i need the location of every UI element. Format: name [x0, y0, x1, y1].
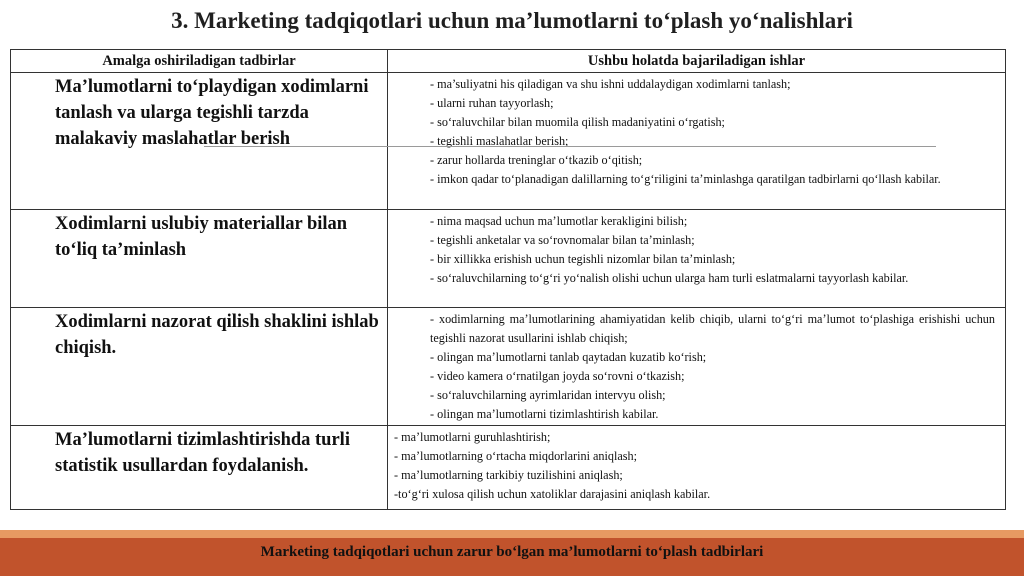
- column-header-tasks: Ushbu holatda bajariladigan ishlar: [388, 50, 1006, 73]
- task-item: - video kamera o‘rnatilgan joyda so‘rovni o‘tkazish;: [430, 369, 685, 383]
- tasks-cell: [388, 73, 1006, 210]
- column-header-activities: Amalga oshiriladigan tadbirlar: [11, 50, 388, 73]
- task-item: - so‘raluvchilar bilan muomila qilish madaniyatini o‘rgatish;: [430, 115, 725, 129]
- footer-caption: Marketing tadqiqotlari uchun zarur bo‘lgan ma’lumotlarni to‘plash tadbirlari: [260, 544, 764, 560]
- activity-text: Xodimlarni nazorat qilish shaklini ishlab chiqish.: [55, 312, 379, 358]
- tasks-cell: [388, 210, 1006, 308]
- task-item: - olingan ma’lumotlarni tizimlashtirish kabilar.: [430, 407, 659, 421]
- task-item: - ularni ruhan tayyorlash;: [430, 96, 554, 110]
- task-item: - zarur hollarda treninglar o‘tkazib o‘qitish;: [430, 153, 643, 167]
- task-item: - ma’lumotlarning tarkibiy tuzilishini aniqlash;: [394, 468, 623, 482]
- activity-text: Ma’lumotlarni to‘playdigan xodimlarni tanlash va ularga tegishli tarzda malakaviy maslahatlar berish: [55, 77, 369, 149]
- tasks-cell: [388, 426, 1006, 510]
- tasks-list: [388, 426, 1005, 504]
- page-title: 3. Marketing tadqiqotlari uchun ma’lumotlarni to‘plash yo‘nalishlari: [171, 8, 853, 33]
- activity-cell: [11, 73, 388, 210]
- table-row: [11, 73, 1006, 210]
- task-item: - tegishli maslahatlar berish;: [430, 134, 569, 148]
- overlay-line: [204, 146, 936, 147]
- table-row: [11, 426, 1006, 510]
- task-item: - ma’suliyatni his qiladigan va shu ishni uddalaydigan xodimlarni tanlash;: [430, 77, 791, 91]
- task-item: - so‘raluvchilarning ayrimlaridan intervyu olish;: [430, 388, 666, 402]
- activity-cell: [11, 308, 388, 426]
- tasks-list: [388, 73, 1005, 189]
- tasks-list: [388, 210, 1005, 288]
- footer-accent-stripe: [0, 530, 1024, 538]
- task-item: - ma’lumotlarning o‘rtacha miqdorlarini aniqlash;: [394, 449, 638, 463]
- task-item: - so‘raluvchilarning to‘g‘ri yo‘nalish olishi uchun ularga ham turli eslatmalarni tayyorlash kabilar.: [430, 271, 909, 285]
- task-item: - ma’lumotlarni guruhlashtirish;: [394, 430, 551, 444]
- activity-text: Ma’lumotlarni tizimlashtirishda turli statistik usullardan foydalanish.: [55, 430, 350, 476]
- table-header-row: [11, 50, 1006, 73]
- tasks-list: [388, 308, 1005, 424]
- task-item: - imkon qadar to‘planadigan dalillarning to‘g‘riligini ta’minlashga qaratilgan tadbirlarni qo‘llash kabilar.: [430, 172, 941, 186]
- activity-cell: [11, 210, 388, 308]
- table-row: [11, 210, 1006, 308]
- tasks-cell: [388, 308, 1006, 426]
- task-item: - xodimlarning ma’lumotlarining ahamiyatidan kelib chiqib, ularni to‘g‘ri ma’lumot to‘plashiga erishishi uchun tegishli nazorat usullarini ishlab chiqish;: [430, 312, 995, 345]
- task-item: - bir xillikka erishish uchun tegishli nizomlar bilan ta’minlash;: [430, 252, 736, 266]
- task-item: - olingan ma’lumotlarni tanlab qaytadan kuzatib ko‘rish;: [430, 350, 707, 364]
- data-collection-table: [10, 49, 1006, 510]
- task-item: - nima maqsad uchun ma’lumotlar kerakligini bilish;: [430, 214, 688, 228]
- task-item: -to‘g‘ri xulosa qilish uchun xatoliklar darajasini aniqlash kabilar.: [394, 487, 711, 501]
- activity-cell: [11, 426, 388, 510]
- activity-text: Xodimlarni uslubiy materiallar bilan to‘liq ta’minlash: [55, 214, 348, 260]
- task-item: - tegishli anketalar va so‘rovnomalar bilan ta’minlash;: [430, 233, 695, 247]
- table-row: [11, 308, 1006, 426]
